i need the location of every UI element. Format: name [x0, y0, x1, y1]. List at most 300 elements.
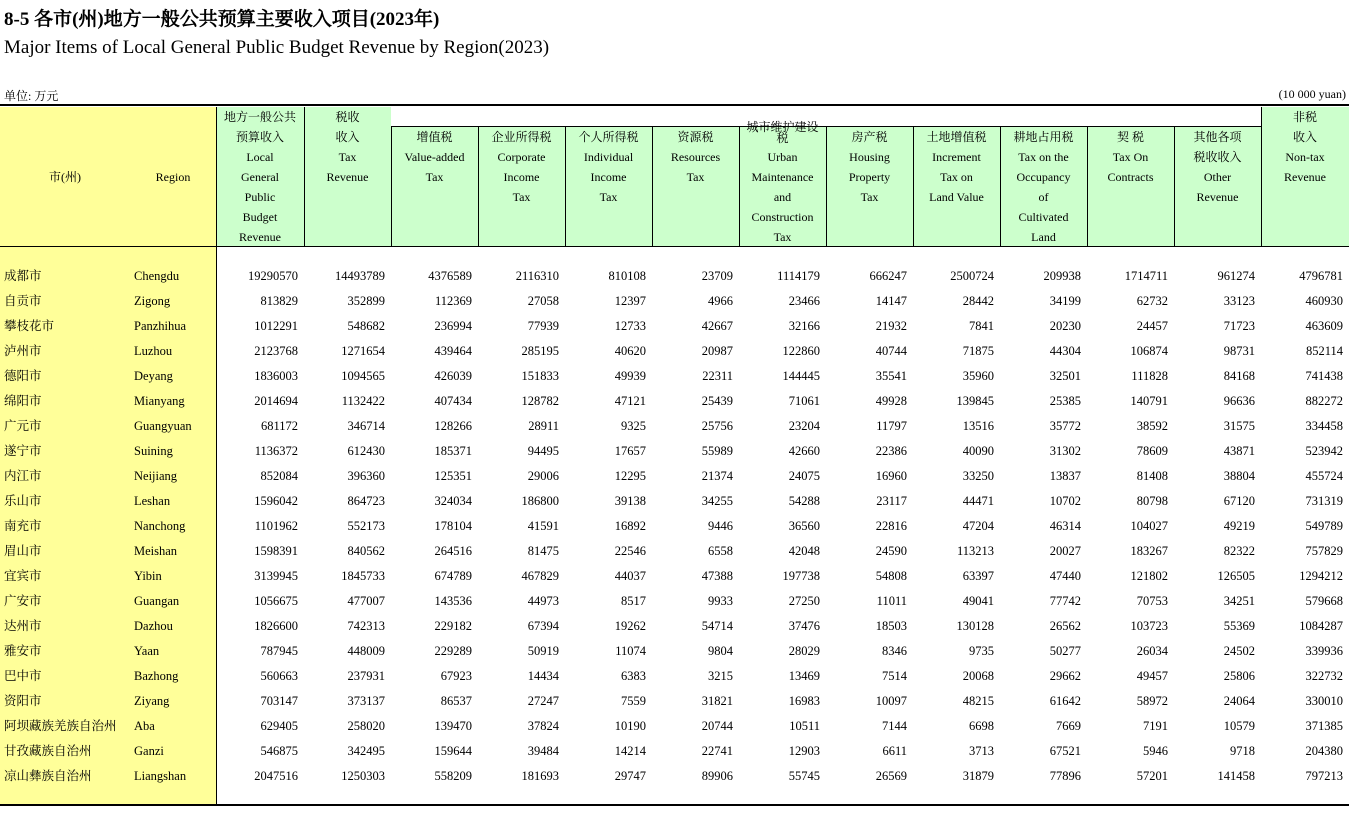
value-cell: 21932 — [875, 319, 907, 333]
value-cell: 1012291 — [254, 319, 298, 333]
value-cell: 1084287 — [1299, 619, 1343, 633]
value-cell: 104027 — [1130, 519, 1168, 533]
value-cell: 43871 — [1223, 444, 1255, 458]
value-cell: 373137 — [347, 694, 385, 708]
value-cell: 24457 — [1136, 319, 1168, 333]
value-cell: 29006 — [527, 469, 559, 483]
value-cell: 94495 — [527, 444, 559, 458]
value-cell: 16892 — [614, 519, 646, 533]
unit-label-english: (10 000 yuan) — [1278, 87, 1346, 101]
value-cell: 22311 — [702, 369, 733, 383]
column-header-line: Revenue — [239, 230, 281, 244]
value-cell: 6558 — [708, 544, 733, 558]
column-header — [652, 127, 739, 247]
value-cell: 58972 — [1136, 694, 1168, 708]
value-cell: 29662 — [1049, 669, 1081, 683]
column-header-line: of — [1038, 190, 1049, 204]
value-cell: 24075 — [788, 469, 820, 483]
table-row — [0, 539, 1349, 564]
table-row — [0, 264, 1349, 289]
region-name-en: Deyang — [134, 369, 173, 383]
value-cell: 7669 — [1056, 719, 1081, 733]
table-row — [0, 389, 1349, 414]
value-cell: 1094565 — [341, 369, 385, 383]
value-cell: 426039 — [434, 369, 472, 383]
region-name-cn: 泸州市 — [4, 344, 42, 358]
value-cell: 37824 — [527, 719, 559, 733]
column-header-line: 城市维护建设 — [746, 120, 819, 134]
value-cell: 54288 — [788, 494, 820, 508]
column-header-line: Tax — [512, 190, 531, 204]
value-cell: 961274 — [1217, 269, 1255, 283]
value-cell: 77896 — [1049, 769, 1081, 783]
value-cell: 11074 — [615, 644, 646, 658]
value-cell: 7144 — [882, 719, 907, 733]
value-cell: 47121 — [614, 394, 646, 408]
value-cell: 25756 — [701, 419, 733, 433]
table-row — [0, 714, 1349, 739]
region-name-cn: 达州市 — [4, 619, 42, 633]
table-row — [0, 739, 1349, 764]
region-name-cn: 凉山彝族自治州 — [4, 769, 92, 783]
value-cell: 24590 — [875, 544, 907, 558]
value-cell: 139470 — [434, 719, 472, 733]
value-cell: 339936 — [1305, 644, 1343, 658]
column-header-line: Land Value — [929, 190, 984, 204]
value-cell: 548682 — [347, 319, 385, 333]
column-header-line: Tax — [773, 230, 792, 244]
value-cell: 523942 — [1305, 444, 1343, 458]
column-header-line: Non-tax — [1285, 150, 1325, 164]
column-header — [1261, 107, 1349, 247]
column-header-line: Value-added — [404, 150, 465, 164]
region-name-cn: 资阳市 — [4, 694, 42, 708]
column-header-line: Resources — [670, 150, 721, 164]
column-header-line: Maintenance — [751, 170, 814, 184]
value-cell: 35960 — [962, 369, 994, 383]
value-cell: 12733 — [614, 319, 646, 333]
value-cell: 13516 — [962, 419, 994, 433]
region-name-cn: 自贡市 — [4, 294, 42, 308]
column-header-line: Corporate — [497, 150, 546, 164]
value-cell: 4376589 — [428, 269, 472, 283]
value-cell: 84168 — [1223, 369, 1255, 383]
value-cell: 55989 — [701, 444, 733, 458]
value-cell: 61642 — [1049, 694, 1081, 708]
value-cell: 126505 — [1217, 569, 1255, 583]
value-cell: 77742 — [1049, 594, 1081, 608]
value-cell: 1845733 — [341, 569, 385, 583]
value-cell: 666247 — [869, 269, 907, 283]
value-cell: 3215 — [708, 669, 733, 683]
column-header — [391, 127, 478, 247]
value-cell: 23117 — [876, 494, 907, 508]
value-cell: 67120 — [1223, 494, 1255, 508]
value-cell: 71875 — [962, 344, 994, 358]
region-name-en: Leshan — [134, 494, 171, 508]
table-row — [0, 564, 1349, 589]
value-cell: 1250303 — [341, 769, 385, 783]
value-cell: 113213 — [956, 544, 994, 558]
value-cell: 757829 — [1305, 544, 1343, 558]
value-cell: 3139945 — [254, 569, 298, 583]
value-cell: 63397 — [962, 569, 994, 583]
value-cell: 396360 — [347, 469, 385, 483]
value-cell: 9446 — [708, 519, 733, 533]
value-cell: 20027 — [1049, 544, 1081, 558]
column-header-line: Revenue — [1196, 190, 1239, 204]
value-cell: 98731 — [1223, 344, 1255, 358]
value-cell: 81408 — [1136, 469, 1168, 483]
value-cell: 12295 — [614, 469, 646, 483]
value-cell: 130128 — [956, 619, 994, 633]
value-cell: 55745 — [788, 769, 820, 783]
value-cell: 810108 — [608, 269, 646, 283]
value-cell: 144445 — [782, 369, 820, 383]
column-header-line: Construction — [751, 210, 814, 224]
column-header-line: 地方一般公共 — [223, 110, 296, 124]
column-header-line: Contracts — [1107, 170, 1154, 184]
column-header-line: Income — [503, 170, 540, 184]
column-header-line: Tax — [425, 170, 444, 184]
value-cell: 439464 — [434, 344, 472, 358]
column-header-line: 非税 — [1292, 110, 1317, 124]
value-cell: 14214 — [614, 744, 646, 758]
value-cell: 463609 — [1305, 319, 1343, 333]
value-cell: 7191 — [1143, 719, 1168, 733]
value-cell: 128266 — [434, 419, 472, 433]
value-cell: 151833 — [521, 369, 559, 383]
value-cell: 70753 — [1136, 594, 1168, 608]
table-row — [0, 639, 1349, 664]
value-cell: 139845 — [956, 394, 994, 408]
value-cell: 2123768 — [254, 344, 298, 358]
value-cell: 9804 — [708, 644, 733, 658]
value-cell: 6698 — [969, 719, 994, 733]
value-cell: 32501 — [1049, 369, 1081, 383]
value-cell: 1826600 — [254, 619, 298, 633]
value-cell: 35772 — [1049, 419, 1081, 433]
value-cell: 122860 — [782, 344, 820, 358]
value-cell: 50277 — [1049, 644, 1081, 658]
value-cell: 16960 — [875, 469, 907, 483]
value-cell: 22546 — [614, 544, 646, 558]
table-row — [0, 314, 1349, 339]
column-header-line: Tax on — [940, 170, 973, 184]
value-cell: 1836003 — [254, 369, 298, 383]
value-cell: 840562 — [347, 544, 385, 558]
region-name-en: Nanchong — [134, 519, 186, 533]
value-cell: 7559 — [621, 694, 646, 708]
value-cell: 96636 — [1223, 394, 1255, 408]
value-cell: 330010 — [1305, 694, 1343, 708]
value-cell: 742313 — [347, 619, 385, 633]
value-cell: 1596042 — [254, 494, 298, 508]
value-cell: 352899 — [347, 294, 385, 308]
value-cell: 140791 — [1130, 394, 1168, 408]
value-cell: 178104 — [434, 519, 472, 533]
column-header-line: 收入 — [1292, 130, 1317, 144]
column-header-line: 企业所得税 — [491, 130, 552, 144]
column-header-line: Tax on the — [1018, 150, 1069, 164]
region-name-en: Panzhihua — [134, 319, 187, 333]
value-cell: 731319 — [1305, 494, 1343, 508]
value-cell: 882272 — [1305, 394, 1343, 408]
value-cell: 448009 — [347, 644, 385, 658]
value-cell: 13837 — [1049, 469, 1081, 483]
column-header-line: Increment — [932, 150, 981, 164]
table-row — [0, 339, 1349, 364]
value-cell: 4796781 — [1299, 269, 1343, 283]
value-cell: 48215 — [962, 694, 994, 708]
value-cell: 86537 — [440, 694, 472, 708]
value-cell: 185371 — [434, 444, 472, 458]
value-cell: 560663 — [260, 669, 298, 683]
region-name-en: Luzhou — [134, 344, 173, 358]
value-cell: 674789 — [434, 569, 472, 583]
value-cell: 50919 — [527, 644, 559, 658]
value-cell: 26034 — [1136, 644, 1168, 658]
column-header-line: Individual — [583, 150, 634, 164]
column-header-line: Tax On — [1112, 150, 1149, 164]
region-name-cn: 成都市 — [4, 269, 42, 283]
value-cell: 11011 — [876, 594, 907, 608]
column-header-line: 土地增值税 — [926, 130, 987, 144]
region-name-en: Yibin — [134, 569, 162, 583]
column-header-line: Tax — [860, 190, 879, 204]
region-name-cn: 雅安市 — [4, 644, 42, 658]
value-cell: 31879 — [962, 769, 994, 783]
column-header-line: Income — [590, 170, 627, 184]
value-cell: 47204 — [962, 519, 994, 533]
value-cell: 33123 — [1223, 294, 1255, 308]
value-cell: 28442 — [962, 294, 994, 308]
value-cell: 197738 — [782, 569, 820, 583]
unit-label-chinese: 单位: 万元 — [4, 89, 59, 103]
value-cell: 23709 — [701, 269, 733, 283]
value-cell: 54714 — [701, 619, 733, 633]
table-row — [0, 464, 1349, 489]
value-cell: 32166 — [788, 319, 820, 333]
table-bottom-rule — [0, 804, 1349, 806]
value-cell: 10097 — [875, 694, 907, 708]
value-cell: 546875 — [260, 744, 298, 758]
value-cell: 334458 — [1305, 419, 1343, 433]
region-name-cn: 遂宁市 — [4, 444, 42, 458]
value-cell: 460930 — [1305, 294, 1343, 308]
value-cell: 40620 — [614, 344, 646, 358]
value-cell: 25439 — [701, 394, 733, 408]
value-cell: 1101962 — [254, 519, 298, 533]
column-header-line: Public — [244, 190, 276, 204]
column-header — [1174, 127, 1261, 247]
value-cell: 20068 — [962, 669, 994, 683]
value-cell: 111828 — [1131, 369, 1168, 383]
region-name-cn: 巴中市 — [4, 669, 42, 683]
region-name-en: Mianyang — [134, 394, 185, 408]
value-cell: 57201 — [1136, 769, 1168, 783]
region-name-en: Yaan — [134, 644, 160, 658]
value-cell: 467829 — [521, 569, 559, 583]
value-cell: 49457 — [1136, 669, 1168, 683]
region-name-en: Guangyuan — [134, 419, 192, 433]
value-cell: 44037 — [614, 569, 646, 583]
value-cell: 23466 — [788, 294, 820, 308]
value-cell: 25385 — [1049, 394, 1081, 408]
value-cell: 103723 — [1130, 619, 1168, 633]
value-cell: 67923 — [440, 669, 472, 683]
value-cell: 77939 — [527, 319, 559, 333]
column-header-line: Cultivated — [1018, 210, 1069, 224]
value-cell: 324034 — [434, 494, 472, 508]
value-cell: 407434 — [434, 394, 472, 408]
region-name-cn: 眉山市 — [4, 544, 42, 558]
value-cell: 17657 — [614, 444, 646, 458]
value-cell: 23204 — [788, 419, 820, 433]
value-cell: 24064 — [1223, 694, 1255, 708]
column-header — [478, 127, 565, 247]
table-row — [0, 689, 1349, 714]
value-cell: 236994 — [434, 319, 472, 333]
value-cell: 125351 — [434, 469, 472, 483]
value-cell: 21374 — [701, 469, 733, 483]
column-header-line: Budget — [242, 210, 278, 224]
region-name-en: Liangshan — [134, 769, 187, 783]
column-header-line: Occupancy — [1016, 170, 1071, 184]
value-cell: 141458 — [1217, 769, 1255, 783]
value-cell: 10702 — [1049, 494, 1081, 508]
value-cell: 33250 — [962, 469, 994, 483]
value-cell: 37476 — [788, 619, 820, 633]
value-cell: 22741 — [701, 744, 733, 758]
region-name-en: Neijiang — [134, 469, 178, 483]
value-cell: 183267 — [1130, 544, 1168, 558]
table-row — [0, 414, 1349, 439]
region-name-en: Zigong — [134, 294, 171, 308]
column-header-line: 契 税 — [1116, 130, 1144, 144]
value-cell: 20987 — [701, 344, 733, 358]
value-cell: 2047516 — [254, 769, 298, 783]
value-cell: 26569 — [875, 769, 907, 783]
value-cell: 71061 — [788, 394, 820, 408]
value-cell: 13469 — [788, 669, 820, 683]
table-row — [0, 289, 1349, 314]
value-cell: 8346 — [882, 644, 907, 658]
value-cell: 81475 — [527, 544, 559, 558]
value-cell: 1114179 — [777, 269, 820, 283]
column-header-line: Tax — [338, 150, 357, 164]
column-header-line: Land — [1031, 230, 1056, 244]
value-cell: 10190 — [614, 719, 646, 733]
value-cell: 813829 — [260, 294, 298, 308]
value-cell: 24502 — [1223, 644, 1255, 658]
value-cell: 31575 — [1223, 419, 1255, 433]
value-cell: 38592 — [1136, 419, 1168, 433]
value-cell: 80798 — [1136, 494, 1168, 508]
region-name-en: Chengdu — [134, 269, 180, 283]
column-header-line: 资源税 — [677, 130, 714, 144]
value-cell: 112369 — [434, 294, 472, 308]
value-cell: 10579 — [1223, 719, 1255, 733]
value-cell: 209938 — [1043, 269, 1081, 283]
value-cell: 1136372 — [254, 444, 298, 458]
value-cell: 42048 — [788, 544, 820, 558]
value-cell: 264516 — [434, 544, 472, 558]
value-cell: 128782 — [521, 394, 559, 408]
column-header — [304, 107, 391, 247]
column-header-line: 收入 — [335, 130, 360, 144]
region-name-cn: 南充市 — [4, 519, 42, 533]
value-cell: 40744 — [875, 344, 907, 358]
column-header-line: 房产税 — [851, 130, 888, 144]
value-cell: 47388 — [701, 569, 733, 583]
value-cell: 19290570 — [248, 269, 298, 283]
value-cell: 787945 — [260, 644, 298, 658]
region-name-en: Suining — [134, 444, 173, 458]
value-cell: 34255 — [701, 494, 733, 508]
value-cell: 1294212 — [1299, 569, 1343, 583]
value-cell: 44471 — [962, 494, 994, 508]
value-cell: 8517 — [621, 594, 646, 608]
value-cell: 19262 — [614, 619, 646, 633]
header-region-en: Region — [155, 170, 191, 184]
value-cell: 78609 — [1136, 444, 1168, 458]
value-cell: 558209 — [434, 769, 472, 783]
value-cell: 852114 — [1305, 344, 1343, 358]
region-name-cn: 乐山市 — [4, 494, 42, 508]
value-cell: 49219 — [1223, 519, 1255, 533]
value-cell: 229289 — [434, 644, 472, 658]
column-header-line: and — [773, 190, 792, 204]
value-cell: 186800 — [521, 494, 559, 508]
value-cell: 346714 — [347, 419, 385, 433]
column-header-line: Tax — [599, 190, 618, 204]
column-header-line: Revenue — [326, 170, 369, 184]
table-row — [0, 489, 1349, 514]
value-cell: 31821 — [701, 694, 733, 708]
column-header — [913, 127, 1000, 247]
value-cell: 12903 — [788, 744, 820, 758]
value-cell: 1714711 — [1124, 269, 1168, 283]
table-row — [0, 364, 1349, 389]
value-cell: 181693 — [521, 769, 559, 783]
value-cell: 552173 — [347, 519, 385, 533]
value-cell: 629405 — [260, 719, 298, 733]
column-header — [1000, 127, 1087, 247]
value-cell: 89906 — [701, 769, 733, 783]
value-cell: 44973 — [527, 594, 559, 608]
region-name-cn: 广安市 — [4, 594, 42, 608]
value-cell: 11797 — [876, 419, 907, 433]
region-name-cn: 内江市 — [4, 469, 42, 483]
region-name-en: Guangan — [134, 594, 180, 608]
value-cell: 852084 — [260, 469, 298, 483]
value-cell: 44304 — [1049, 344, 1081, 358]
value-cell: 14493789 — [335, 269, 385, 283]
value-cell: 549789 — [1305, 519, 1343, 533]
value-cell: 20230 — [1049, 319, 1081, 333]
value-cell: 10511 — [789, 719, 820, 733]
value-cell: 477007 — [347, 594, 385, 608]
column-header-line: 其他各项 — [1193, 130, 1242, 144]
column-header-line: 税收 — [335, 110, 360, 124]
value-cell: 143536 — [434, 594, 472, 608]
column-header-line: Urban — [767, 150, 798, 164]
value-cell: 2500724 — [950, 269, 994, 283]
value-cell: 864723 — [347, 494, 385, 508]
table-top-rule — [0, 104, 1349, 106]
table-row — [0, 439, 1349, 464]
